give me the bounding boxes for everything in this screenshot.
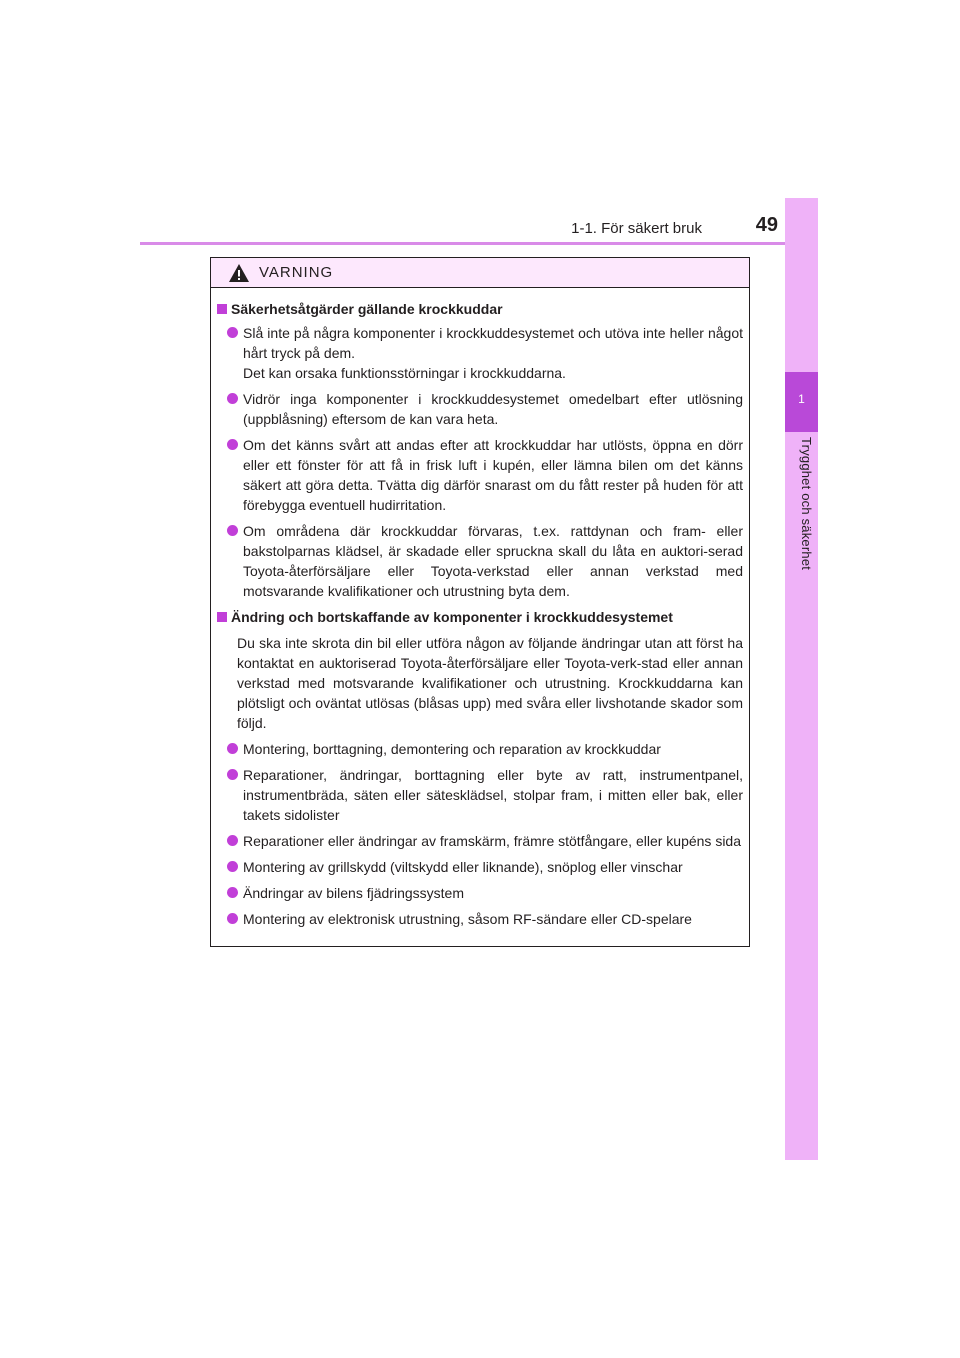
chapter-number: 1: [798, 392, 805, 406]
section-heading: [217, 607, 743, 627]
bullet-dot-icon: [227, 769, 238, 780]
list-item-text: Montering av grillskydd (viltskydd eller liknande), snöplog eller vinschar: [243, 859, 683, 875]
bullet-dot-icon: [227, 439, 238, 450]
section-heading: [217, 299, 743, 319]
bullet-dot-icon: [227, 861, 238, 872]
section-heading-text: Ändring och bortskaffande av komponenter i krockkuddesystemet: [231, 609, 673, 625]
header-rule: [140, 242, 818, 245]
chapter-title: Trygghet och säkerhet: [799, 437, 814, 571]
list-item: [227, 765, 743, 825]
bullet-dot-icon: [227, 743, 238, 754]
warning-title: VARNING: [259, 264, 334, 281]
bullet-dot-icon: [227, 327, 238, 338]
list-item: [227, 909, 743, 929]
bullet-dot-icon: [227, 393, 238, 404]
list-item: [227, 323, 743, 383]
list-item: [227, 739, 743, 759]
list-item: [227, 435, 743, 515]
list-item-text: Reparationer, ändringar, borttagning eller byte av ratt, instrumentpanel, instrumentbräda, säten eller sätesklädsel, stolpar fram, i mitten eller bak, eller takets sidolister: [243, 767, 743, 823]
list-item-text: Montering, borttagning, demontering och reparation av krockkuddar: [243, 741, 661, 757]
list-item-text: Om områdena där krockkuddar förvaras, t.ex. rattdynan och fram- eller bakstolparnas klädsel, är skadade eller spruckna skall du låta en auktori-serad Toyota-återförsäljare eller Toyota-verkstad eller annan verkstad med motsvarande kvalifikationer och utrustning byta dem.: [243, 523, 743, 599]
list-item-text: Om det känns svårt att andas efter att krockkuddar har utlösts, öppna en dörr eller ett fönster för att få in frisk luft i kupén, eller lämna bilen om det känns säkert att göra detta. Tvätta dig därför snarast om du fått rester på huden för att förebygga eventuell hudirritation.: [243, 437, 743, 513]
list-item: [227, 389, 743, 429]
square-bullet-icon: [217, 612, 227, 622]
list-item: [227, 521, 743, 601]
square-bullet-icon: [217, 304, 227, 314]
bullet-dot-icon: [227, 913, 238, 924]
warning-triangle-icon: [228, 263, 250, 283]
warning-header: [211, 258, 749, 288]
list-item: [227, 831, 743, 851]
list-item-text: Montering av elektronisk utrustning, såsom RF-sändare eller CD-spelare: [243, 911, 692, 927]
warning-body: [211, 288, 749, 929]
section-heading-text: Säkerhetsåtgärder gällande krockkuddar: [231, 301, 503, 317]
list-item-text: Vidrör inga komponenter i krockkuddesystemet omedelbart efter utlösning (uppblåsning) eftersom de kan vara heta.: [243, 391, 743, 427]
bullet-dot-icon: [227, 887, 238, 898]
chapter-number-block: [785, 372, 818, 432]
page-number: 49: [755, 214, 778, 236]
list-item-text: Reparationer eller ändringar av framskärm, främre stötfångare, eller kupéns sida: [243, 833, 742, 849]
bullet-dot-icon: [227, 835, 238, 846]
warning-box: [210, 257, 750, 947]
list-item-text: Slå inte på några komponenter i krockkuddesystemet och utöva inte heller något hårt tryck på dem. Det kan orsaka funktionsstörningar i krockkuddarna.: [243, 325, 743, 381]
bullet-dot-icon: [227, 525, 238, 536]
list-item-text: Ändringar av bilens fjädringssystem: [243, 885, 464, 901]
list-item: [227, 883, 743, 903]
section-title: 1-1. För säkert bruk: [571, 220, 702, 237]
list-item: [227, 857, 743, 877]
section-paragraph: Du ska inte skrota din bil eller utföra någon av följande ändringar utan att först ha kontaktat en auktoriserad Toyota-återförsäljare eller Toyota-verk-stad eller annan verkstad med motsvarande kvalifikationer och utrustning. Krockkuddarna kan plötsligt och oväntat utlösas (blåsas upp) med svåra eller livshotande skador som följd.: [237, 635, 743, 731]
